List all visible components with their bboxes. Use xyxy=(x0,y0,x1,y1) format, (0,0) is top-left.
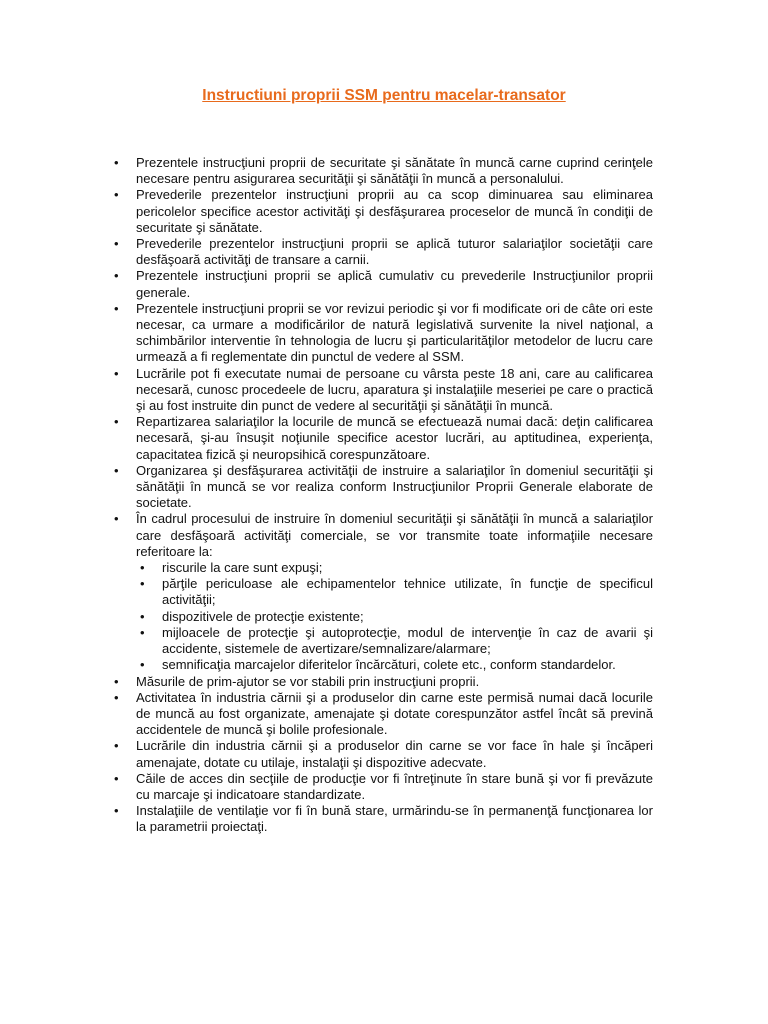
bullet-icon: • xyxy=(140,576,145,592)
list-item: • Instalaţiile de ventilaţie vor fi în bună stare, urmărindu-se în permanenţă funcţionarea lor la parametrii proiectaţi. xyxy=(114,803,653,835)
bullet-icon: • xyxy=(114,462,119,478)
bullet-icon: • xyxy=(114,738,119,754)
bullet-icon: • xyxy=(114,155,119,170)
list-item: • Prevederile prezentelor instrucţiuni proprii au ca scop diminuarea sau eliminarea pericolelor specifice acestor activităţi şi desfăşurarea proceselor de muncă în condiţii de securitate şi sănătate. xyxy=(114,187,653,235)
list-item: • Lucrările din industria cărnii şi a produselor din carne se vor face în hale şi încăperi amenajate, dotate cu utilaje, instalaţii şi dispozitive adecvate. xyxy=(114,738,653,770)
bullet-icon: • xyxy=(114,236,119,252)
bullet-icon: • xyxy=(140,560,145,576)
instructions-list xyxy=(110,155,653,836)
list-item: • Prezentele instrucţiuni proprii de securitate şi sănătate în muncă carne cuprind cerinţele necesare pentru asigurarea securităţii şi sănătăţii în muncă a personalului. xyxy=(114,155,653,187)
sublist-item: • mijloacele de protecţie şi autoprotecţie, modul de intervenţie în caz de avarii şi accidente, sistemele de avertizare/semnalizare/alarmare; xyxy=(140,624,653,657)
list-item: • Măsurile de prim-ajutor se vor stabili prin instrucţiuni proprii. xyxy=(114,673,480,689)
list-item: • Organizarea şi desfăşurarea activităţii de instruire a salariaţilor în domeniul securităţii şi sănătăţii în muncă se vor realiza conform Instrucţiunilor Proprii Generale elaborate de societate. xyxy=(114,462,653,511)
bullet-icon: • xyxy=(140,657,145,673)
list-item: • Repartizarea salariaţilor la locurile de muncă se efectuează numai dacă: deţin calificarea necesară, şi-au însuşit noţiunile specifice acestor lucrări, au aptitudinea, experienţa, capacitatea fizică şi neuropsihică corespunzătoare. xyxy=(114,414,653,462)
list-item: • Activitatea în industria cărnii şi a produselor din carne este permisă numai dacă locurile de muncă au fost organizate, amenajate şi dotate corespunzător astfel încât să prevină accidentele de muncă şi bolile profesionale. xyxy=(114,689,653,738)
list-item: • În cadrul procesului de instruire în domeniul securităţii şi sănătăţii în muncă a salariaţilor care desfăşoară activităţi comerciale, se vor transmite toate informaţiile necesare referitoare la: • riscurile la care sunt expuşi; • părţile periculoase ale echipamentelor tehnice utilizate, în funcţie de specificul activităţii; • dispozitivele de protecţie existente; • mijloacele de protecţie şi autoprotecţie, modul de intervenţie în caz de avarii şi accidente, sistemele de avertizare/semnalizare/alarmare; • semnificaţia marcajelor diferitelor încărcături, colete etc., conform standardelor. xyxy=(114,511,653,673)
list-item: • Lucrările pot fi executate numai de persoane cu vârsta peste 18 ani, care au calificarea necesară, cunosc procedeele de lucru, aparatura şi instalaţiile meseriei pe care o practică şi au fost instruite din punct de vedere al securităţii şi sănătăţii în muncă. xyxy=(114,365,653,414)
bullet-icon: • xyxy=(114,414,119,430)
bullet-icon: • xyxy=(114,689,119,705)
list-item: • Prevederile prezentelor instrucţiuni proprii se aplică tuturor salariaţilor societăţii care desfăşoară activităţi de transare a carnii. xyxy=(114,236,653,268)
bullet-icon: • xyxy=(114,300,119,316)
bullet-icon: • xyxy=(140,624,145,640)
bullet-icon: • xyxy=(114,365,119,381)
list-item: • Prezentele instrucţiuni proprii se vor revizui periodic şi vor fi modificate ori de câte ori este necesar, ca urmare a modificărilor de natură legislativă survenite la nivel naţional, a schimbărilor interventie în tehnologia de lucru şi particularităţilor metodelor de lucru care urmează a fi reglementate din punctul de vedere al SSM. xyxy=(114,300,653,365)
training-topics-sublist xyxy=(136,560,653,673)
bullet-icon: • xyxy=(114,187,119,203)
sublist-item: • semnificaţia marcajelor diferitelor încărcături, colete etc., conform standardelor. xyxy=(140,657,616,673)
bullet-icon: • xyxy=(114,770,119,786)
sublist-item: • părţile periculoase ale echipamentelor tehnice utilizate, în funcţie de specificul activităţii; xyxy=(140,576,653,608)
document-title: Instructiuni proprii SSM pentru macelar-transator xyxy=(202,87,566,104)
bullet-icon: • xyxy=(114,268,119,284)
list-item: • Prezentele instrucţiuni proprii se aplică cumulativ cu prevederile Instrucţiunilor proprii generale. xyxy=(114,268,653,300)
list-item: • Căile de acces din secţiile de producţie vor fi întreţinute în stare bună şi vor fi prevăzute cu marcaje şi indicatoare standardizate. xyxy=(114,770,653,802)
bullet-icon: • xyxy=(114,803,119,819)
bullet-icon: • xyxy=(114,673,119,689)
bullet-icon: • xyxy=(140,608,145,624)
sublist-item: • riscurile la care sunt expuşi; xyxy=(140,560,323,576)
sublist-item: • dispozitivele de protecţie existente; xyxy=(140,608,364,624)
bullet-icon: • xyxy=(114,511,119,527)
